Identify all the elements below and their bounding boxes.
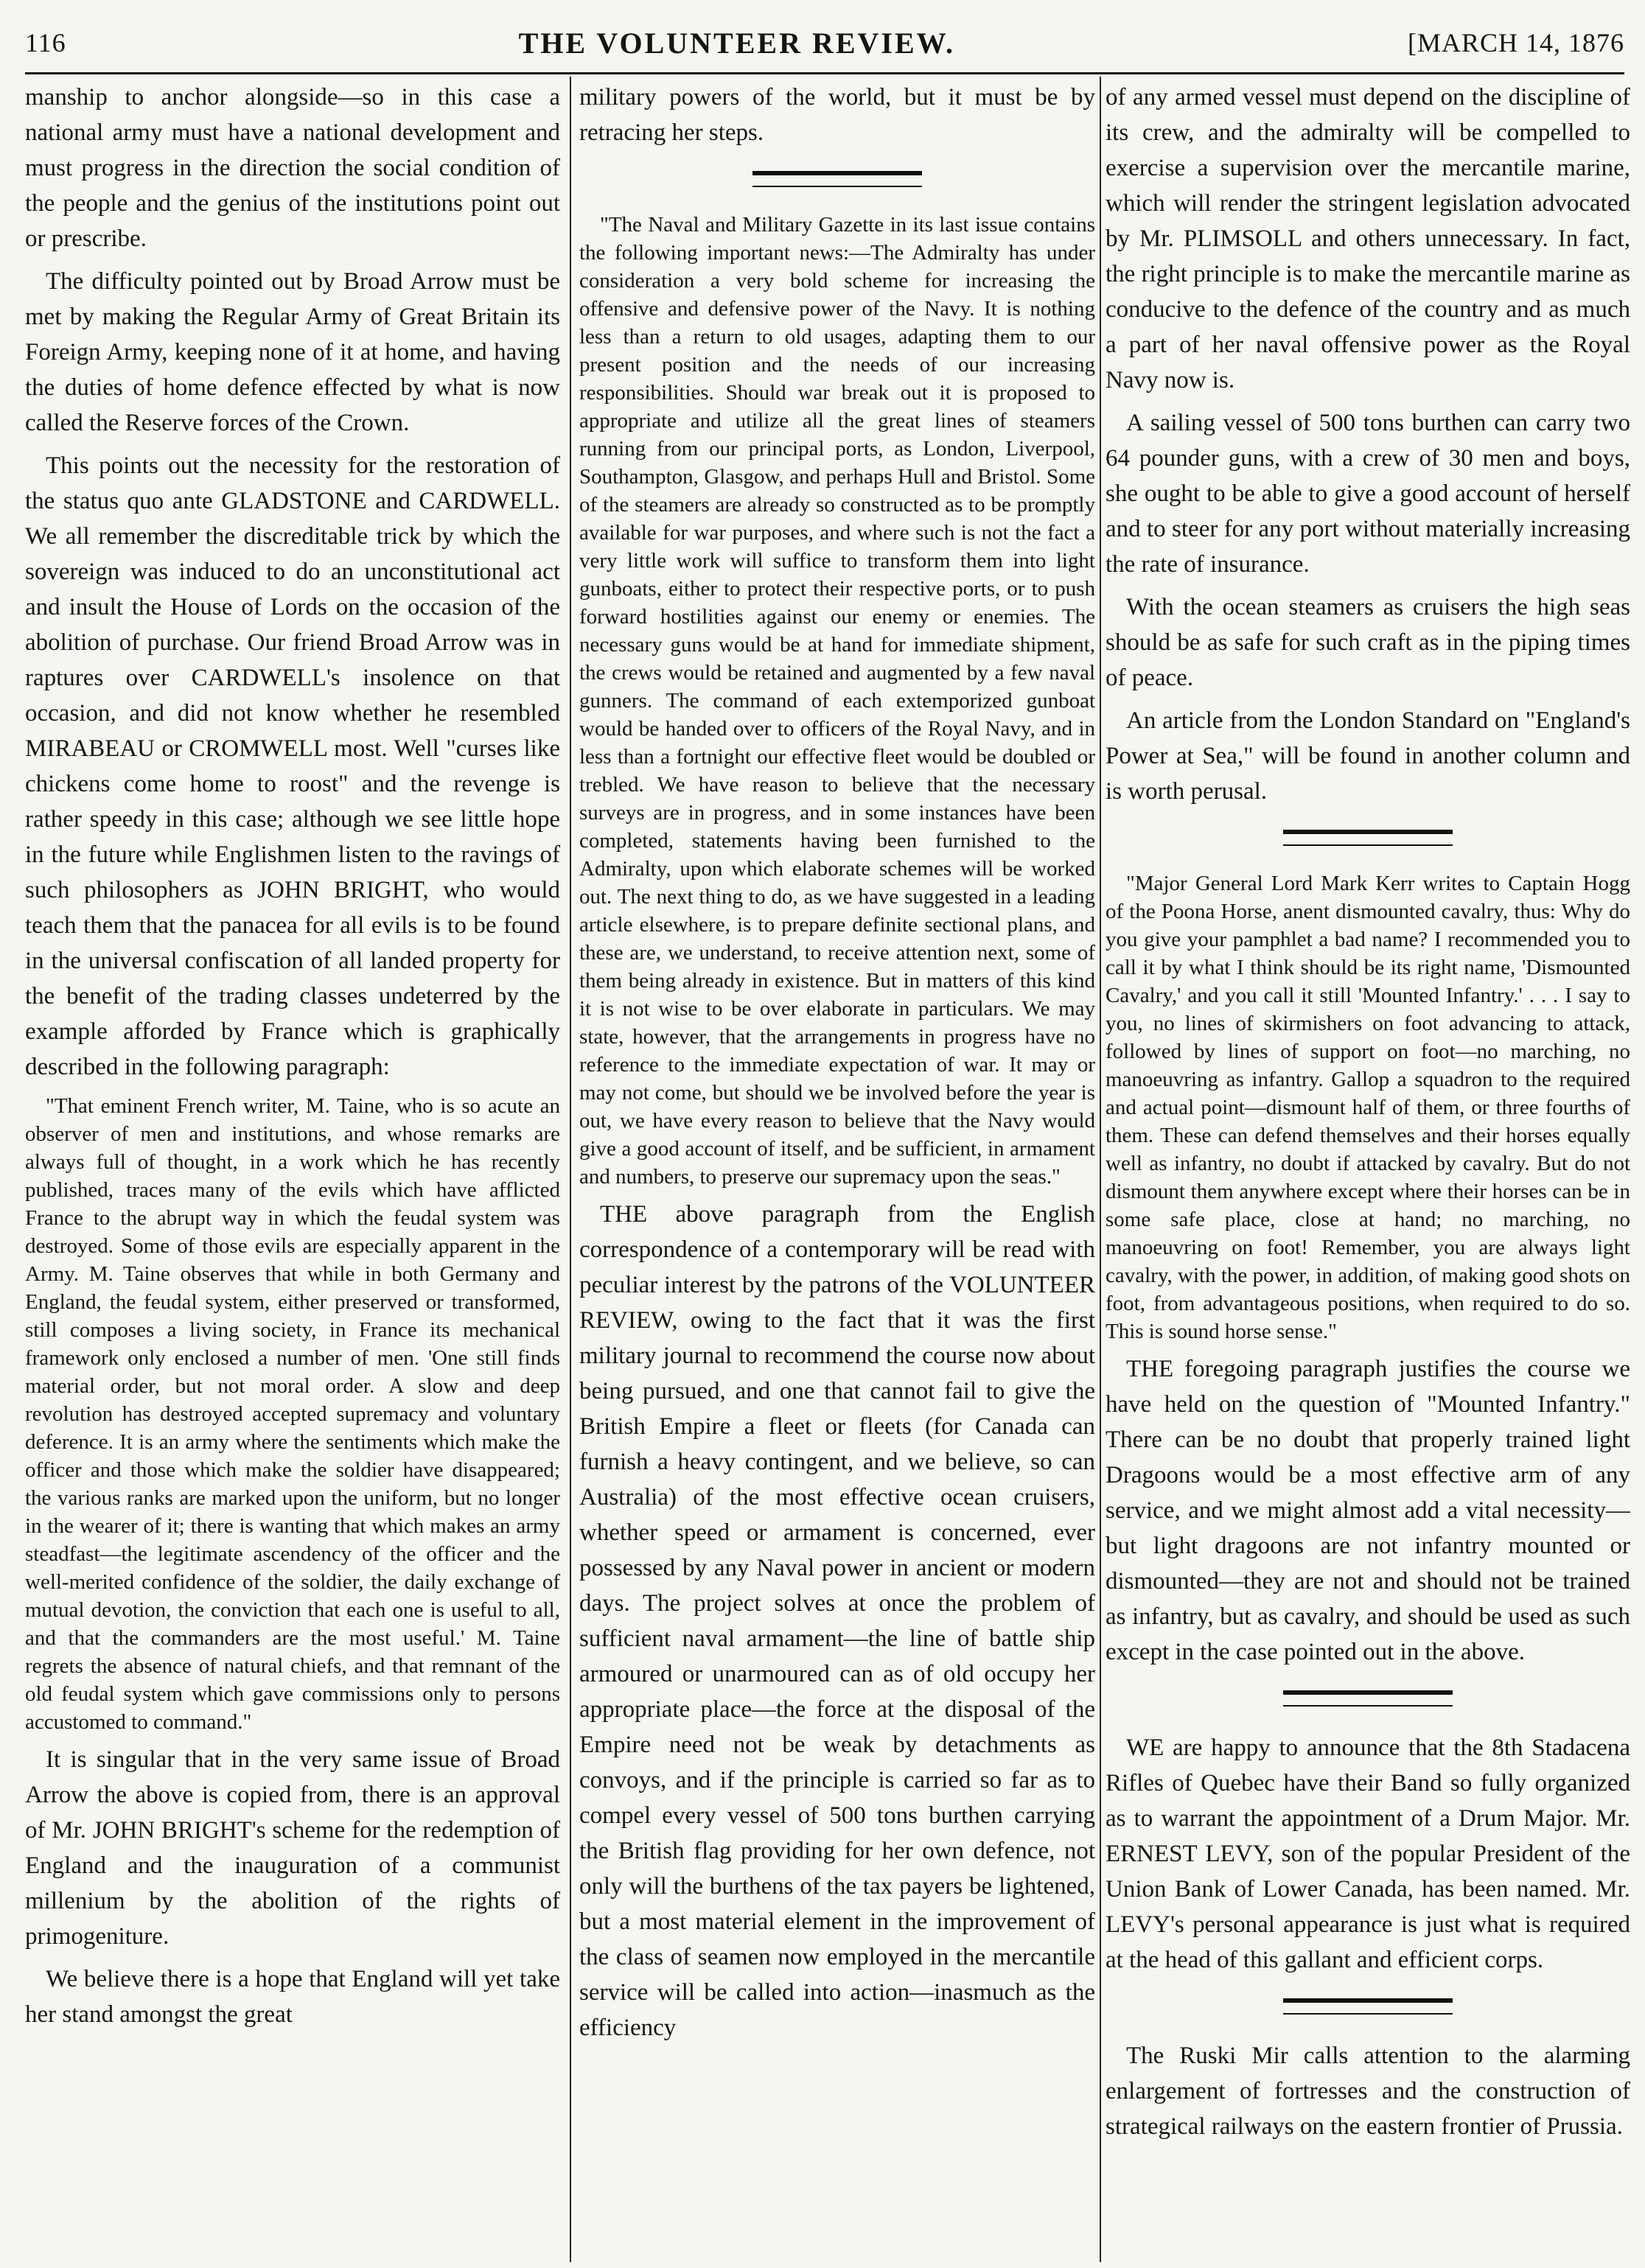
- column-divider: [570, 77, 571, 2262]
- article-paragraph: It is singular that in the very same issue of Broad Arrow the above is copied from, there is an approval of Mr. JOHN BRIGHT's scheme for the redemption of England and the inauguration of a communist millenium by the abolition of the rights of primogeniture.: [25, 1746, 560, 1950]
- header-rule: [25, 72, 1624, 74]
- article-paragraph: of any armed vessel must depend on the discipline of its crew, and the admiralty will be compelled to exercise a supervision over the mercantile marine, which will render the stringent legislation advocated by Mr. PLIMSOLL and others unnecessary. In fact, the right principle is to make the mercantile marine as conducive to the defence of the country and as much a part of her naval offensive power as the Royal Navy now is.: [1106, 84, 1630, 393]
- section-divider-ornament: [752, 171, 922, 187]
- article-paragraph: WE are happy to announce that the 8th Stadacena Rifles of Quebec have their Band so fully organized as to warrant the appointment of a Drum Major. Mr. ERNEST LEVY, son of the popular President of the Union Bank of Lower Canada, has been named. Mr. LEVY's personal appearance is just what is required at the head of this gallant and efficient corps.: [1106, 1735, 1630, 1973]
- section-divider-ornament: [1283, 1998, 1453, 2015]
- page-number: 116: [25, 28, 66, 57]
- quote-paragraph: "Major General Lord Mark Kerr writes to Captain Hogg of the Poona Horse, anent dismounted cavalry, thus: Why do you give your pamphlet a bad name? I recommended you to call it by what I think should be its right name, 'Dismounted Cavalry,' and you call it still 'Mounted Infantry.' . . . I say to you, no lines of skirmishers on foot advancing to attack, followed by lines of support on foot—no marching, no manoeuvring as infantry. Gallop a squadron to the required and actual point—dismount half of them, or three fourths of them. These can defend themselves and their horses equally well as infantry, no doubt if attacked by cavalry. But do not dismount them anywhere except where their horses can be in some safe place, close at hand; no marching, no manoeuvring on foot! Remember, you are always light cavalry, with the power, in addition, of making good shots on foot, from advantageous positions, when required to do so. This is sound horse sense.": [1106, 872, 1630, 1343]
- publication-title: THE VOLUNTEER REVIEW.: [518, 26, 955, 60]
- article-paragraph: This points out the necessity for the restoration of the status quo ante GLADSTONE and CARDWELL. We all remember the discreditable trick by which the sovereign was induced to do an unconstitutional act and insult the House of Lords on the occasion of the abolition of purchase. Our friend Broad Arrow was in raptures over CARDWELL's insolence on that occasion, and did not know whether he resembled MIRABEAU or CROMWELL most. Well "curses like chickens come home to roost" and the revenge is rather speedy in this case; although we see little hope in the future while Englishmen listen to the ravings of such philosophers as JOHN BRIGHT, who would teach them that the panacea for all evils is to be found in the universal confiscation of all landed property for the benefit of the trading classes undeterred by the example afforded by France which is graphically described in the following paragraph:: [25, 452, 560, 1080]
- article-paragraph: We believe there is a hope that England will yet take her stand amongst the great: [25, 1966, 560, 2028]
- issue-date: [MARCH 14, 1876: [1407, 28, 1624, 57]
- article-paragraph: A sailing vessel of 500 tons burthen can carry two 64 pounder guns, with a crew of 30 men and boys, she ought to be able to give a good account of herself and to steer for any port without materially increasing the rate of insurance.: [1106, 410, 1630, 578]
- article-paragraph: The Ruski Mir calls attention to the alarming enlargement of fortresses and the construction of strategical railways on the eastern frontier of Prussia.: [1106, 2043, 1630, 2140]
- section-divider-ornament: [1283, 1690, 1453, 1707]
- article-paragraph: THE foregoing paragraph justifies the course we have held on the question of "Mounted Infantry." There can be no doubt that properly trained light Dragoons would be a most effective arm of any service, and we might almost add a vital necessity—but light dragoons are not infantry mounted or dismounted—they are not and should not be trained as infantry, but as cavalry, and should be used as such except in the case pointed out in the above.: [1106, 1356, 1630, 1665]
- column-3: [1106, 80, 1630, 2261]
- column-divider: [1100, 77, 1101, 2262]
- column-1: [25, 80, 560, 2261]
- quoted-passage: [579, 211, 1095, 1191]
- article-paragraph: manship to anchor alongside—so in this case a national army must have a national development and must progress in the direction the social condition of the people and the genius of the institutions point out or prescribe.: [25, 84, 560, 252]
- article-paragraph: The difficulty pointed out by Broad Arrow must be met by making the Regular Army of Great Britain its Foreign Army, keeping none of it at home, and having the duties of home defence effected by what is now called the Reserve forces of the Crown.: [25, 268, 560, 436]
- article-paragraph: An article from the London Standard on "England's Power at Sea," will be found in another column and is worth perusal.: [1106, 707, 1630, 805]
- column-2: [579, 80, 1095, 2261]
- quote-paragraph: "The Naval and Military Gazette in its last issue contains the following important news:—The Admiralty has under consideration a very bold scheme for increasing the offensive and defensive power of the Navy. It is nothing less than a return to old usages, adapting them to our present position and the needs of our increasing responsibilities. Should war break out it is proposed to appropriate and utilize all the great lines of steamers running from our principal ports, as London, Liverpool, Southampton, Glasgow, and perhaps Hull and Bristol. Some of the steamers are already so constructed as to be promptly available for war purposes, and where such is not the fact a very little work will suffice to transform them into light gunboats, either to protect their respective ports, or to push forward hostilities against our enemy or enemies. The necessary guns would be at hand for immediate shipment, the crews would be retained and augmented by a few naval gunners. The command of each extemporized gunboat would be handed over to officers of the Royal Navy, and in less than a fortnight our effective fleet would be doubled or trebled. We have reason to believe that the necessary surveys are in progress, and in some instances have been completed, statements having been furnished to the Admiralty, upon which elaborate schemes will be worked out. The next thing to do, as we have suggested in a leading article elsewhere, is to prepare definite sectional plans, and these are, we understand, to receive attention next, some of them being already in existence. But in matters of this kind it is not wise to be over elaborate in particulars. We may state, however, that the arrangements in progress have no reference to the immediate expectation of war. It may or may not come, but should we be involved before the year is out, we have every reason to believe that the Navy would give a good account of itself, and be sufficient, in armament and numbers, to preserve our supremacy upon the seas.": [579, 213, 1095, 1189]
- quoted-passage: [25, 1092, 560, 1736]
- quoted-passage: [1106, 869, 1630, 1345]
- page-header: [25, 22, 1624, 63]
- quote-paragraph: "That eminent French writer, M. Taine, who is so acute an observer of men and institutions, and whose remarks are always full of thought, in a work which he has recently published, traces many of the evils which have afflicted France to the abrupt way in which the feudal system was destroyed. Some of those evils are especially apparent in the Army. M. Taine observes that while in both Germany and England, the feudal system, either preserved or transformed, still composes a living society, in France its mechanical framework only enclosed a number of men. 'One still finds material order, but not moral order. A slow and deep revolution has destroyed accepted supremacy and voluntary deference. It is an army where the sentiments which make the officer and those which make the soldier have disappeared; the various ranks are marked upon the uniform, but no longer in the wearer of it; there is wanting that which makes an army steadfast—the legitimate ascendency of the officer and the well-merited confidence of the soldier, the daily exchange of mutual devotion, the conviction that each one is useful to all, and that the commanders are the most useful.' M. Taine regrets the absence of natural chiefs, and that remnant of the old feudal system which gave commissions only to persons accustomed to command.": [25, 1094, 560, 1734]
- section-divider-ornament: [1283, 830, 1453, 846]
- article-paragraph: THE above paragraph from the English correspondence of a contemporary will be read with peculiar interest by the patrons of the VOLUNTEER REVIEW, owing to the fact that it was the first military journal to recommend the course now about being pursued, and one that cannot fail to give the British Empire a fleet or fleets (for Canada can furnish a heavy contingent, and we believe, so can Australia) of the most effective ocean cruisers, whether speed or armament is concerned, ever possessed by any Naval power in ancient or modern days. The project solves at once the problem of sufficient naval armament—the line of battle ship armoured or unarmoured can as of old occupy her appropriate place—the force at the disposal of the Empire need not be weak by detachments as convoys, and if the principle is carried so far as to compel every vessel of 500 tons burthen carrying the British flag providing for her own defence, not only will the burthens of the tax payers be lightened, but a most material element in the improvement of the class of seamen now employed in the mercantile service will be called into action—inasmuch as the efficiency: [579, 1201, 1095, 2041]
- article-paragraph: military powers of the world, but it must be by retracing her steps.: [579, 84, 1095, 146]
- article-paragraph: With the ocean steamers as cruisers the high seas should be as safe for such craft as in the piping times of peace.: [1106, 594, 1630, 691]
